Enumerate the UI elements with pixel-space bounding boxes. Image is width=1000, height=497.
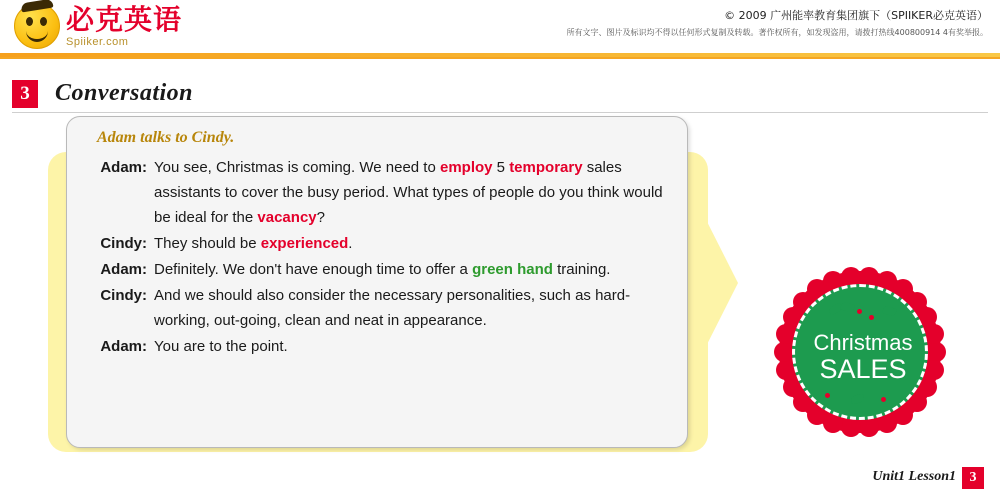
- conversation-line: [85, 283, 675, 333]
- brand-logo: [14, 3, 182, 49]
- plain-text: training.: [552, 261, 611, 278]
- page-header: [0, 0, 1000, 59]
- conversation-speaker: Adam:: [100, 338, 147, 355]
- conversation-line: [85, 334, 675, 359]
- logo-english-name: Spiiker.com: [66, 35, 129, 48]
- header-right-block: [567, 8, 988, 39]
- conversation-line: [85, 155, 675, 230]
- badge-scallop-dot: [774, 342, 794, 362]
- logo-chinese-name: 必克英语: [66, 2, 183, 36]
- badge-line-2: SALES: [819, 354, 907, 384]
- conversation-note: Adam talks to Cindy.: [97, 129, 235, 146]
- holly-berry-icon: [881, 397, 886, 402]
- conversation-utterance: [154, 334, 675, 359]
- badge-scallop-dot: [841, 417, 861, 437]
- hat-shape: [20, 0, 53, 12]
- conversation-utterance: [154, 257, 675, 282]
- header-accent-bar: [0, 53, 1000, 57]
- conversation-speaker: Adam:: [100, 159, 147, 176]
- highlight-term: employ: [439, 159, 493, 176]
- plain-text: They should be: [154, 235, 261, 252]
- copyright-text: © 2009 广州能率教育集团旗下（SPIIKER必克英语）: [724, 9, 988, 22]
- plain-text: You are to the point.: [154, 338, 288, 355]
- plain-text: Definitely. We don't have enough time to offer a: [154, 261, 473, 278]
- christmas-badge-image: [741, 265, 981, 450]
- highlight-term: green hand: [472, 261, 553, 278]
- badge-text-block: [795, 331, 931, 384]
- eye-right-shape: [40, 17, 47, 26]
- conversation-panel: [66, 116, 688, 448]
- footer-page-number: 3: [962, 467, 984, 489]
- conversation-speaker: Cindy:: [100, 235, 147, 252]
- badge-inner-circle: [792, 284, 928, 420]
- holly-leaf-icon: [850, 394, 864, 404]
- mouth-shape: [26, 28, 48, 42]
- plain-text: And we should also consider the necessary personalities, such as hard-working, out-going, clean and neat in appearance.: [154, 287, 631, 329]
- plain-text: .: [348, 235, 353, 252]
- conversation-speaker: Cindy:: [100, 287, 147, 304]
- plain-text: 5: [492, 159, 510, 176]
- highlight-term: temporary: [509, 159, 583, 176]
- highlight-term: experienced: [260, 235, 349, 252]
- footer-lesson-label: Unit1 Lesson1: [872, 469, 956, 484]
- conversation-utterance: [154, 155, 675, 230]
- section-number-badge: 3: [12, 80, 38, 108]
- smiley-logo-icon: [14, 3, 60, 49]
- callout-arrow-shape: [690, 188, 738, 378]
- plain-text: You see, Christmas is coming. We need to: [154, 159, 440, 176]
- title-divider: [12, 112, 988, 113]
- holly-berry-icon: [825, 393, 830, 398]
- conversation-line: [85, 257, 675, 282]
- eye-left-shape: [26, 17, 33, 26]
- christmas-badge: [779, 271, 941, 433]
- holly-leaf-icon: [882, 305, 897, 317]
- logo-text-block: [66, 2, 183, 48]
- badge-line-1: Christmas: [813, 330, 913, 355]
- plain-text: sales assistants to cover the busy period. What types of people do you think would be ideal for the: [154, 159, 663, 226]
- conversation-utterance: [154, 283, 675, 333]
- conversation-line: [85, 231, 675, 256]
- legal-notice-text: 所有文字、图片及标识均不得以任何形式复制及转载。著作权所有，如发现盗用，请拨打热线400800914 4有奖举报。: [566, 28, 988, 37]
- section-title: Conversation: [55, 80, 194, 106]
- holly-berry-icon: [869, 315, 874, 320]
- highlight-term: vacancy: [257, 209, 317, 226]
- plain-text: ?: [316, 209, 325, 226]
- conversation-utterance: [154, 231, 675, 256]
- badge-scallop-dot: [859, 417, 879, 437]
- holly-leaf-icon: [840, 301, 855, 312]
- holly-berry-icon: [857, 309, 862, 314]
- conversation-speaker: Adam:: [100, 261, 147, 278]
- conversation-lines: [85, 155, 675, 360]
